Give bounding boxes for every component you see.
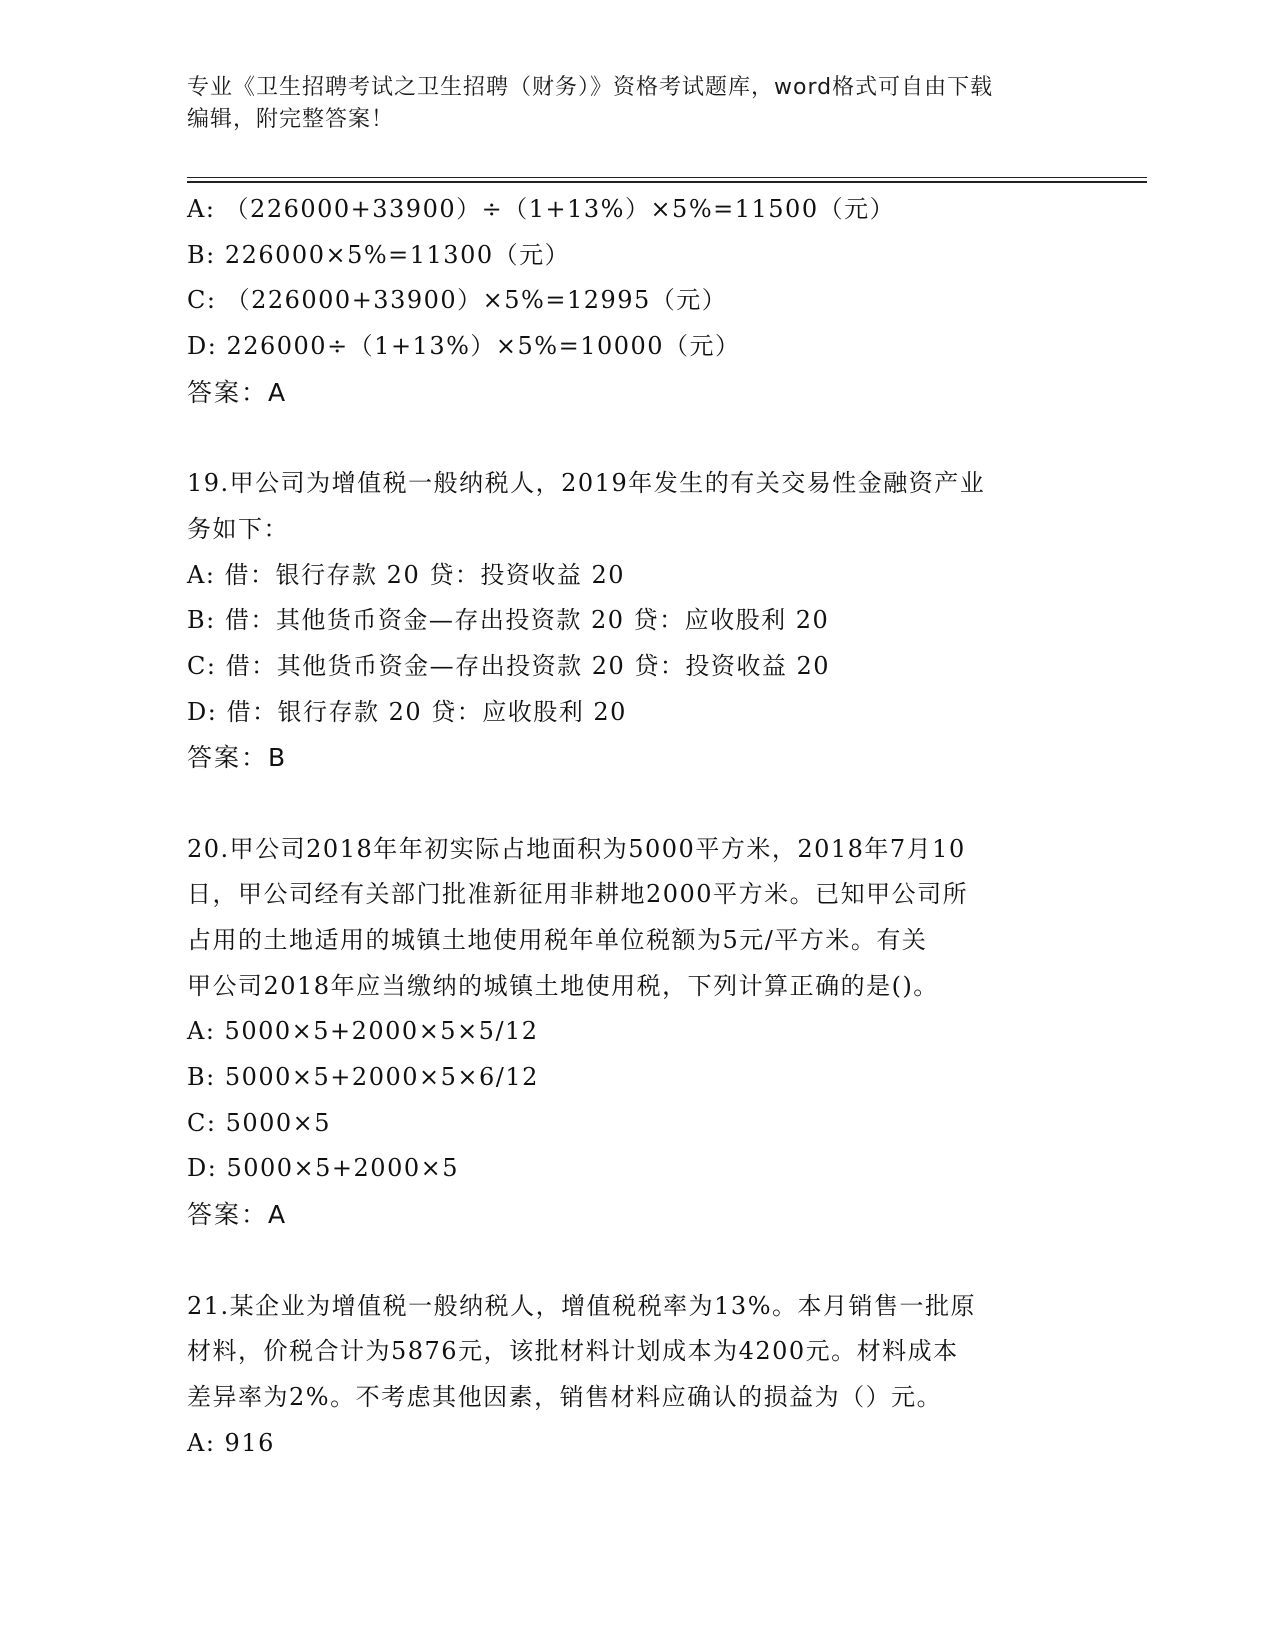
option-b: B: 5000×5+2000×5×6/12: [187, 1063, 539, 1092]
option-b: B: 226000×5%=11300（元）: [187, 240, 571, 269]
header-line-1: 专业《卫生招聘考试之卫生招聘（财务）》资格考试题库，word格式可自由下载: [187, 75, 994, 100]
question-text-line: 务如下：: [187, 514, 289, 543]
document-header: [187, 72, 1087, 136]
option-c: C: 5000×5: [187, 1108, 332, 1137]
answer: 答案：A: [187, 1200, 288, 1230]
option-c: C: 借：其他货币资金—存出投资款 20 贷：投资收益 20: [187, 651, 831, 680]
option-a: A: （226000+33900）÷（1+13%）×5%=11500（元）: [187, 195, 896, 223]
header-divider-thick: [187, 181, 1147, 183]
question-text-line: 19.甲公司为增值税一般纳税人，2019年发生的有关交易性金融资产业: [187, 469, 986, 498]
option-b: B: 借：其他货币资金—存出投资款 20 贷：应收股利 20: [187, 606, 830, 635]
option-c: C: （226000+33900）×5%=12995（元）: [187, 286, 728, 315]
answer: 答案：B: [187, 743, 288, 773]
option-a: A: 916: [187, 1428, 275, 1457]
question-content: [187, 187, 1087, 1466]
question-text-line: 20.甲公司2018年年初实际占地面积为5000平方米，2018年7月10: [187, 834, 966, 863]
question-text-line: 差异率为2%。不考虑其他因素，销售材料应确认的损益为（）元。: [187, 1382, 943, 1411]
option-a: A: 5000×5+2000×5×5/12: [187, 1017, 539, 1046]
spacer: [187, 415, 1087, 461]
answer: 答案：A: [187, 377, 288, 407]
option-a: A: 借：银行存款 20 贷：投资收益 20: [187, 560, 626, 589]
question-20: [187, 827, 1087, 1238]
option-d: D: 226000÷（1+13%）×5%=10000（元）: [187, 332, 741, 361]
header-line-2: 编辑，附完整答案！: [187, 107, 395, 132]
spacer: [187, 781, 1087, 827]
question-text-line: 占用的土地适用的城镇土地使用税年单位税额为5元/平方米。有关: [187, 926, 928, 954]
spacer: [187, 1238, 1087, 1284]
question-text-line: 21.某企业为增值税一般纳税人，增值税税率为13%。本月销售一批原: [187, 1291, 977, 1320]
option-d: D: 5000×5+2000×5: [187, 1154, 459, 1183]
question-text-line: 甲公司2018年应当缴纳的城镇土地使用税，下列计算正确的是()。: [187, 971, 939, 1000]
question-19: [187, 461, 1087, 781]
question-text-line: 材料，价税合计为5876元，该批材料计划成本为4200元。材料成本: [187, 1337, 959, 1366]
question-text-line: 日，甲公司经有关部门批准新征用非耕地2000平方米。已知甲公司所: [187, 880, 969, 909]
option-d: D: 借：银行存款 20 贷：应收股利 20: [187, 697, 627, 726]
partial-question: [187, 187, 1087, 415]
header-divider-thin: [187, 177, 1147, 178]
question-21: [187, 1284, 1087, 1467]
